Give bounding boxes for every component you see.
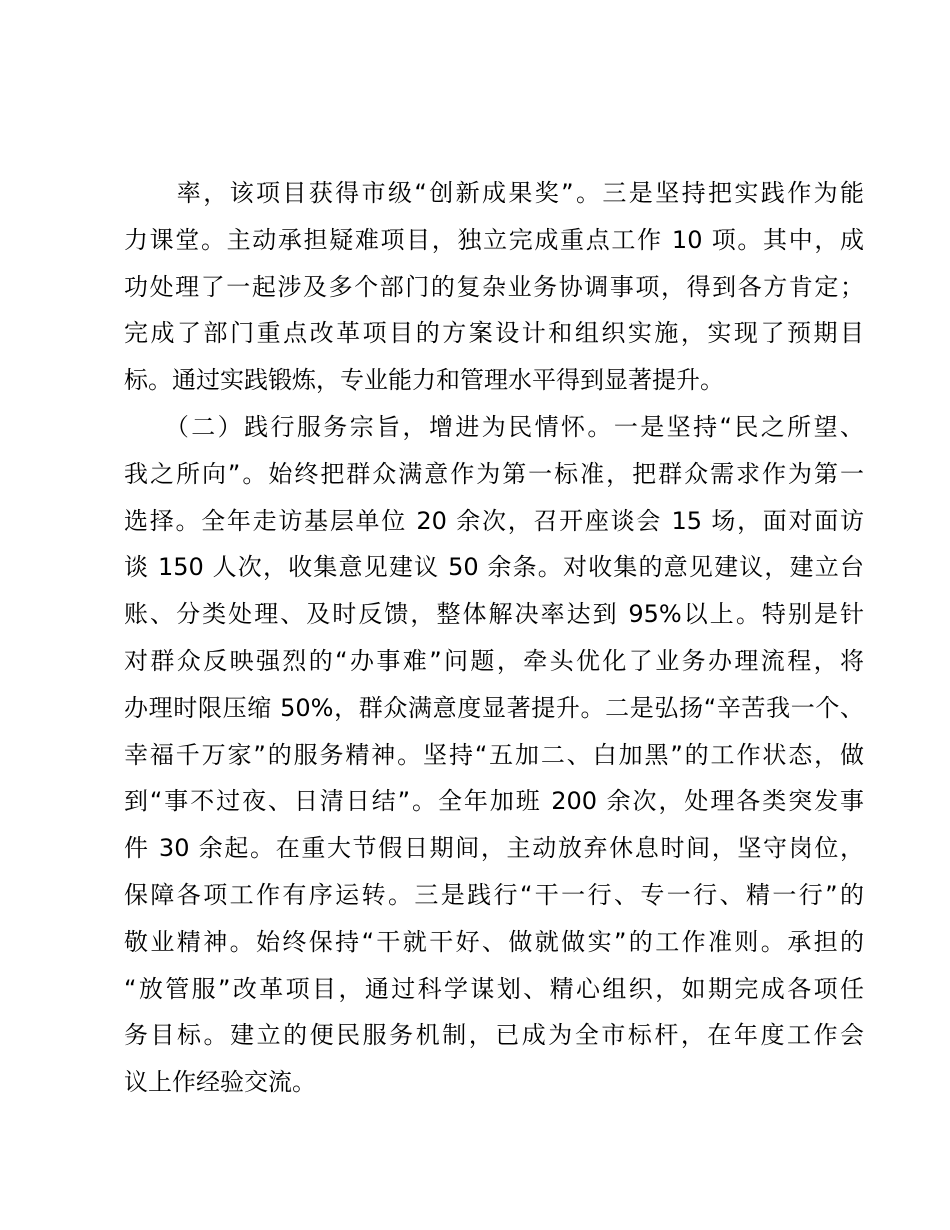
text-line: 力课堂。主动承担疑难项目，独立完成重点工作 10 项。其中，成 [124, 225, 864, 254]
text-line: 幸福千万家”的服务精神。坚持“五加二、白加黑”的工作状态，做 [124, 740, 864, 769]
text-line: 对群众反映强烈的“办事难”问题，牵头优化了业务办理流程，将 [124, 646, 864, 675]
text-line: 保障各项工作有序运转。三是践行“干一行、专一行、精一行”的 [124, 880, 864, 909]
text-line: 选择。全年走访基层单位 20 余次，召开座谈会 15 场，面对面访 [124, 506, 864, 535]
text-line: 账、分类处理、及时反馈，整体解决率达到 95%以上。特别是针 [124, 600, 864, 629]
text-line: 谈 150 人次，收集意见建议 50 余条。对收集的意见建议，建立台 [124, 553, 864, 582]
body-text [124, 170, 864, 1106]
section-heading-line: （二）践行服务宗旨，增进为民情怀。一是坚持“民之所望、 [124, 412, 864, 441]
text-line: 议上作经验交流。 [124, 1068, 316, 1097]
text-line: 完成了部门重点改革项目的方案设计和组织实施，实现了预期目 [124, 319, 864, 348]
text-line: “放管服”改革项目，通过科学谋划、精心组织，如期完成各项任 [124, 974, 864, 1003]
text-line: 务目标。建立的便民服务机制，已成为全市标杆，在年度工作会 [124, 1021, 864, 1050]
text-line: 敬业精神。始终保持“干就干好、做就做实”的工作准则。承担的 [124, 927, 864, 956]
text-line: 我之所向”。始终把群众满意作为第一标准，把群众需求作为第一 [124, 459, 864, 488]
text-line: 率，该项目获得市级“创新成果奖”。三是坚持把实践作为能 [124, 179, 864, 207]
text-line: 到“事不过夜、日清日结”。全年加班 200 余次，处理各类突发事 [124, 787, 864, 816]
text-line: 件 30 余起。在重大节假日期间，主动放弃休息时间，坚守岗位， [124, 834, 864, 863]
text-line: 标。通过实践锻炼，专业能力和管理水平得到显著提升。 [124, 366, 724, 395]
text-line: 功处理了一起涉及多个部门的复杂业务协调事项，得到各方肯定； [124, 272, 864, 301]
text-line: 办理时限压缩 50%，群众满意度显著提升。二是弘扬“辛苦我一个、 [124, 693, 864, 722]
